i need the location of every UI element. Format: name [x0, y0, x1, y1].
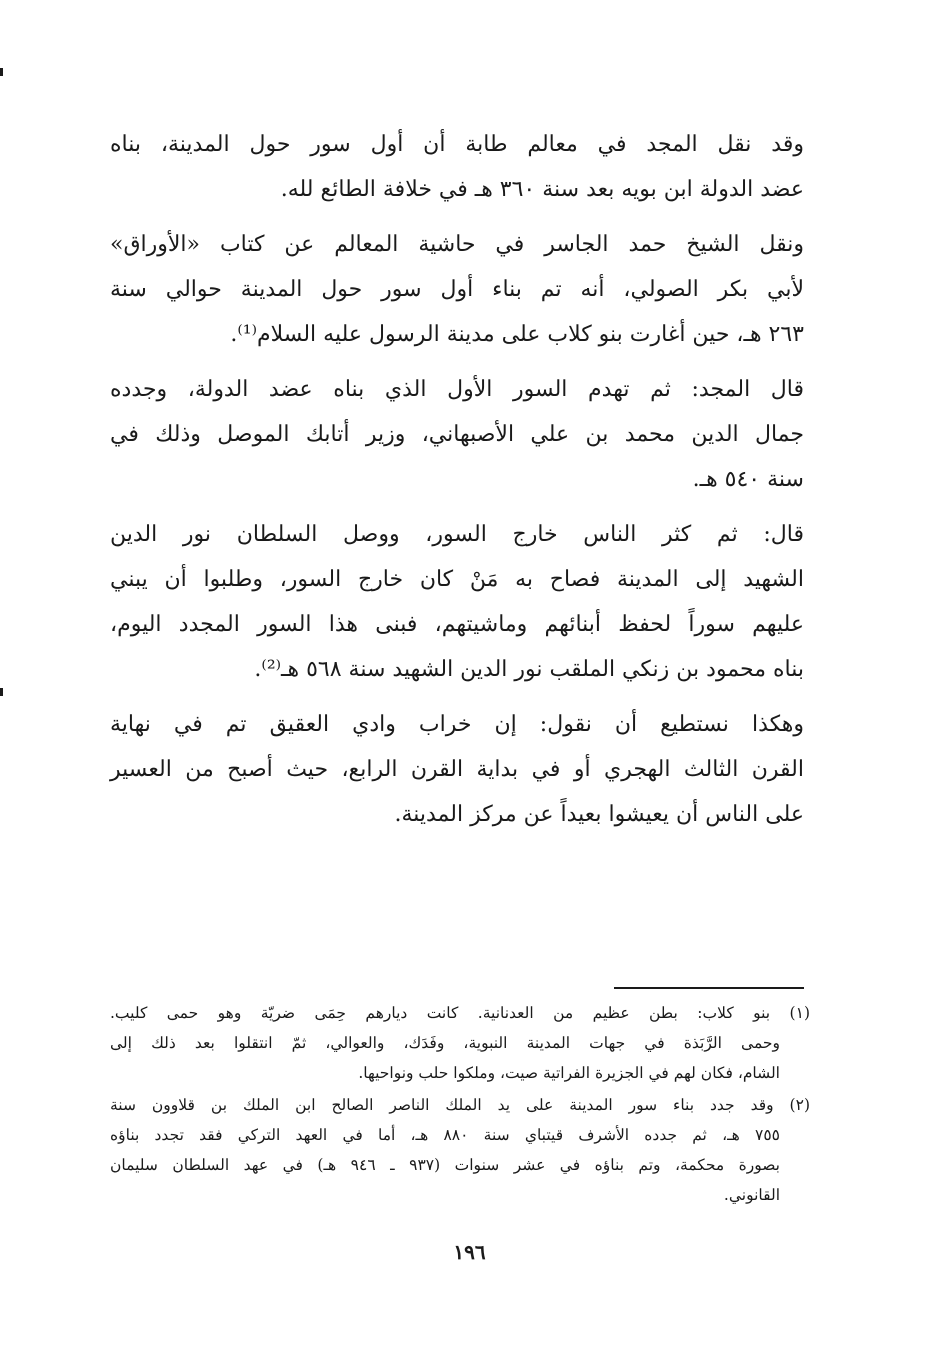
footnote-line: ٧٥٥ هـ، ثم جدده الأشرف قيتباي سنة ٨٨٠ هـ، أما في العهد التركي فقد تجدد بناؤه — [110, 1126, 780, 1144]
footnote-line: وحمى الرَّبَذة في جهات المدينة النبوية، وفَدَك، والعوالي، ثمّ انتقلوا بعد ذلك إلى — [110, 1034, 780, 1052]
paragraph — [110, 512, 804, 692]
text-line: ونقل الشيخ حمد الجاسر في حاشية المعالم عن كتاب «الأوراق» — [110, 232, 804, 257]
footnote — [110, 998, 810, 1088]
footnote — [110, 1090, 810, 1210]
text-line: لأبي بكر الصولي، أنه تم بناء أول سور حول المدينة حوالي سنة — [110, 277, 804, 302]
footnote-line: القانوني. — [723, 1186, 780, 1204]
footnote-line: بصورة محكمة، وتم بناؤه في عشر سنوات (٩٣٧ ـ ٩٤٦ هـ) في عهد السلطان سليمان — [110, 1156, 780, 1174]
footnote-line: (٢) وقد جدد بناء سور المدينة على يد الملك الناصر الصالح ابن الملك بن قلاوون سنة — [110, 1096, 810, 1114]
text-line: قال المجد: ثم تهدم السور الأول الذي بناه عضد الدولة، وجدده — [110, 377, 804, 402]
footnote-line: الشام، فكان لهم في الجزيرة الفراتية صيت، وملكوا حلب ونواحيها. — [358, 1064, 780, 1082]
page-number: ١٩٦ — [453, 1240, 486, 1264]
scan-edge-mark — [0, 688, 3, 696]
text-line: وقد نقل المجد في معالم طابة أن أول سور حول المدينة، بناه — [110, 132, 804, 157]
text-line: سنة ٥٤٠ هـ. — [692, 467, 804, 492]
text-line: الشهيد إلى المدينة فصاح به مَنْ كان خارج السور، وطلبوا أن يبني — [110, 567, 804, 592]
text-line: عليهم سوراً لحفظ أبنائهم وماشيتهم، فبنى هذا السور المجدد اليوم، — [110, 612, 804, 637]
footnote-line: (١) بنو كلاب: بطن عظيم من العدنانية. كانت ديارهم حِمَى ضريّة وهو حمى كليب. — [110, 1004, 810, 1022]
paragraph — [110, 702, 804, 837]
text-line: وهكذا نستطيع أن نقول: إن خراب وادي العقيق تم في نهاية — [110, 712, 804, 737]
footnotes — [110, 998, 810, 1212]
text-line: ٢٦٣ هـ، حين أغارت بنو كلاب على مدينة الرسول عليه السلام⁽¹⁾. — [230, 322, 804, 347]
paragraph — [110, 222, 804, 357]
main-text — [110, 122, 804, 847]
text-line: عضد الدولة ابن بويه بعد سنة ٣٦٠ هـ في خلافة الطائع لله. — [280, 177, 804, 202]
text-line: قال: ثم كثر الناس خارج السور، ووصل السلطان نور الدين — [110, 522, 804, 547]
scan-edge-mark — [0, 68, 3, 76]
paragraph — [110, 122, 804, 212]
paragraph — [110, 367, 804, 502]
text-line: القرن الثالث الهجري أو في بداية القرن الرابع، حيث أصبح من العسير — [110, 757, 804, 782]
text-line: جمال الدين محمد بن علي الأصبهاني، وزير أتابك الموصل وذلك في — [110, 422, 804, 447]
text-line: بناه محمود بن زنكي الملقب نور الدين الشهيد سنة ٥٦٨ هـ⁽²⁾. — [254, 657, 804, 682]
text-line: على الناس أن يعيشوا بعيداً عن مركز المدينة. — [394, 802, 804, 827]
footnote-separator — [614, 987, 804, 989]
